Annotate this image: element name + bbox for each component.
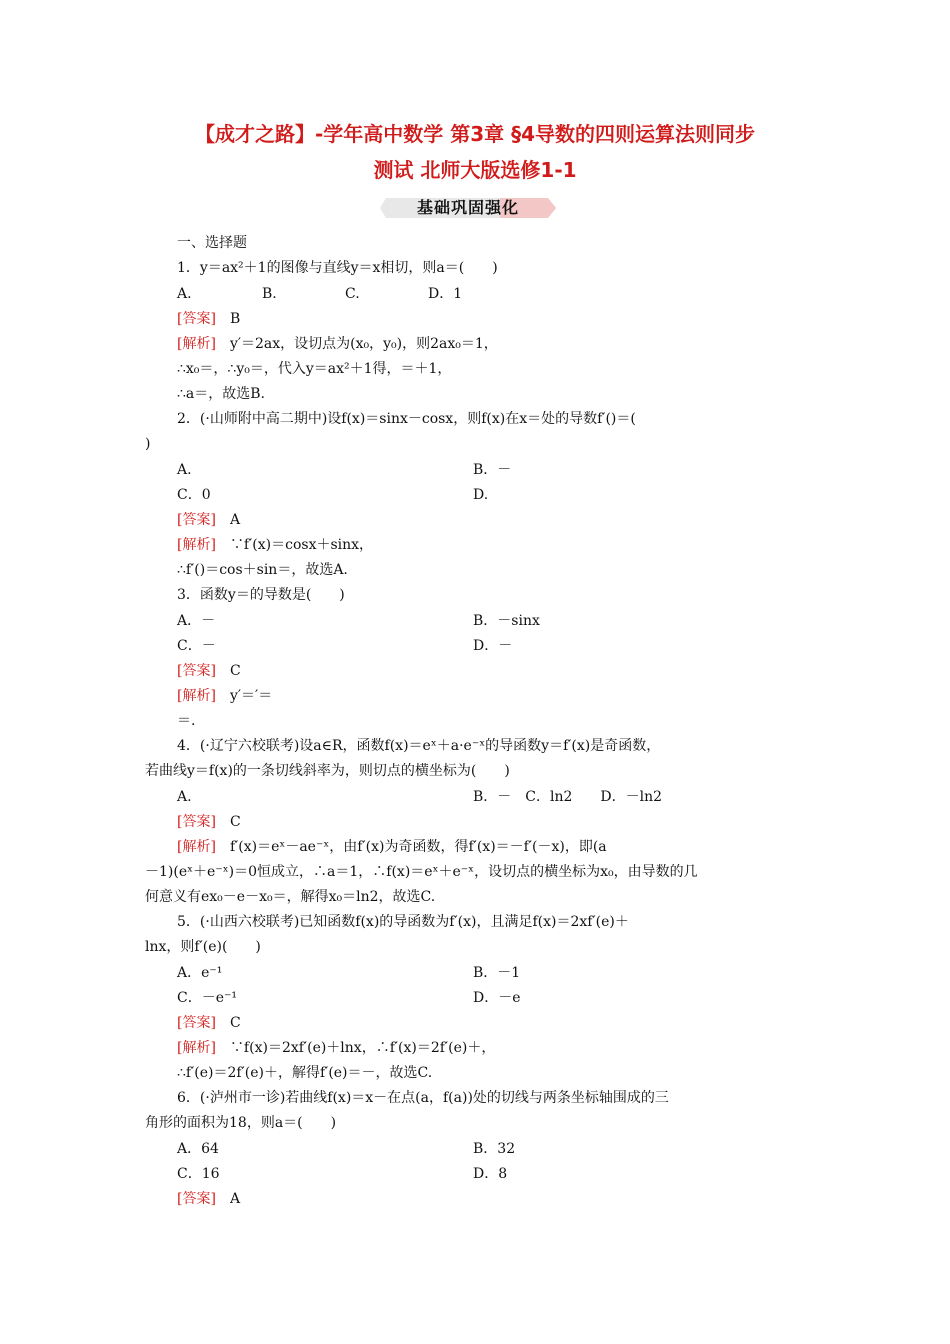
q3-option-d: D．－: [473, 638, 513, 654]
q2-analysis-2: ∴f′()＝cos＋sin＝，故选A.: [177, 562, 348, 578]
q6-option-d: D．8: [473, 1166, 508, 1182]
q4-analysis-2: －1)(eˣ＋e⁻ˣ)＝0恒成立，∴a＝1，∴f(x)＝eˣ＋e⁻ˣ，设切点的横坐标为x₀，由导数的几: [145, 864, 698, 880]
q2-option-c: C．0: [177, 487, 211, 503]
analysis-text: ∵f′(x)＝cosx＋sinx，: [229, 537, 374, 553]
answer-value: C: [229, 663, 241, 679]
q2-stem-2: ): [145, 436, 151, 452]
q5-stem-2: lnx，则f′(e)( ): [145, 939, 261, 955]
q1-analysis-1: [177, 334, 498, 354]
section-heading: 一、选择题: [177, 235, 247, 251]
q1-option-c: C.: [345, 286, 360, 302]
q6-answer: [177, 1189, 240, 1209]
q2-option-b: B．－: [473, 462, 512, 478]
answer-tag: [答案]: [177, 814, 216, 830]
q6-option-c: C．16: [177, 1166, 220, 1182]
answer-tag: [答案]: [177, 512, 216, 528]
q3-option-c: C．－: [177, 638, 216, 654]
q5-option-c: C．－e⁻¹: [177, 990, 237, 1006]
q4-stem-2: 若曲线y＝f(x)的一条切线斜率为，则切点的横坐标为( ): [145, 763, 510, 779]
answer-tag: [答案]: [177, 1191, 216, 1207]
q1-option-b: B.: [262, 286, 277, 302]
q3-answer: [177, 661, 241, 681]
answer-value: A: [229, 512, 241, 528]
analysis-tag: [解析]: [177, 688, 216, 704]
q2-option-a: A.: [177, 462, 192, 478]
q6-option-a: A．64: [177, 1141, 219, 1157]
q3-stem: 3．函数y＝的导数是( ): [177, 587, 345, 603]
q2-option-d: D.: [473, 487, 489, 503]
q4-analysis-3: 何意义有ex₀－e－x₀＝，解得x₀＝ln2，故选C.: [145, 889, 436, 905]
answer-value: C: [229, 1015, 241, 1031]
q4-options-bcd: B．－ C．ln2 D．－ln2: [473, 789, 663, 805]
analysis-tag: [解析]: [177, 336, 216, 352]
analysis-tag: [解析]: [177, 839, 216, 855]
q6-stem: 6．(·泸州市一诊)若曲线f(x)＝x－在点(a，f(a))处的切线与两条坐标轴围成的三: [177, 1090, 669, 1106]
q3-option-b: B．－sinx: [473, 613, 540, 629]
q5-analysis-2: ∴f′(e)＝2f′(e)＋，解得f′(e)＝－，故选C.: [177, 1065, 433, 1081]
doc-title-line-2: 测试 北师大版选修1-1: [373, 158, 577, 182]
q3-option-a: A．－: [177, 613, 216, 629]
q3-analysis-1: [177, 686, 272, 706]
q6-stem-2: 角形的面积为18，则a＝( ): [145, 1115, 337, 1131]
q5-answer: [177, 1013, 241, 1033]
q2-analysis-1: [177, 535, 373, 555]
banner-label: 基础巩固强化: [416, 198, 519, 217]
answer-value: A: [229, 1191, 241, 1207]
q4-stem: 4．(·辽宁六校联考)设a∈R，函数f(x)＝eˣ＋a·e⁻ˣ的导函数y＝f′(x)是奇函数，: [177, 738, 661, 754]
answer-tag: [答案]: [177, 1015, 216, 1031]
q5-stem: 5．(·山西六校联考)已知函数f(x)的导函数为f′(x)，且满足f(x)＝2xf′(e)＋: [177, 914, 629, 930]
q3-analysis-2: ＝.: [177, 713, 196, 729]
answer-tag: [答案]: [177, 663, 216, 679]
q5-option-a: A．e⁻¹: [177, 965, 223, 981]
q4-option-a: A.: [177, 789, 192, 805]
q6-option-b: B．32: [473, 1141, 516, 1157]
answer-value: B: [229, 311, 241, 327]
q1-analysis-3: ∴a＝，故选B.: [177, 386, 265, 402]
q1-option-d: D．1: [428, 286, 463, 302]
section-banner: [380, 195, 556, 221]
analysis-text: y′＝2ax，设切点为(x₀，y₀)，则2ax₀＝1，: [229, 336, 498, 352]
analysis-text: ∵f(x)＝2xf′(e)＋lnx，∴f′(x)＝2f′(e)＋，: [229, 1040, 496, 1056]
analysis-tag: [解析]: [177, 537, 216, 553]
q5-option-b: B．－1: [473, 965, 521, 981]
analysis-tag: [解析]: [177, 1040, 216, 1056]
doc-title-line-1: 【成才之路】-学年高中数学 第3章 §4导数的四则运算法则同步: [194, 122, 756, 146]
answer-tag: [答案]: [177, 311, 216, 327]
q1-option-a: A.: [177, 286, 192, 302]
q1-stem: 1．y＝ax²＋1的图像与直线y＝x相切，则a＝( ): [177, 260, 498, 276]
analysis-text: y′＝′＝: [229, 688, 273, 704]
q4-answer: [177, 812, 241, 832]
q5-option-d: D．－e: [473, 990, 521, 1006]
q2-stem: 2．(·山师附中高二期中)设f(x)＝sinx－cosx，则f(x)在x＝处的导数f′()＝(: [177, 411, 636, 427]
analysis-text: f′(x)＝eˣ－ae⁻ˣ，由f′(x)为奇函数，得f′(x)＝－f′(－x)，即(a: [229, 839, 607, 855]
q1-analysis-2: ∴x₀＝，∴y₀＝，代入y＝ax²＋1得，＝＋1，: [177, 361, 452, 377]
q2-answer: [177, 510, 240, 530]
q1-answer: [177, 309, 240, 329]
q5-analysis-1: [177, 1038, 495, 1058]
q4-analysis-1: [177, 837, 607, 857]
answer-value: C: [229, 814, 241, 830]
